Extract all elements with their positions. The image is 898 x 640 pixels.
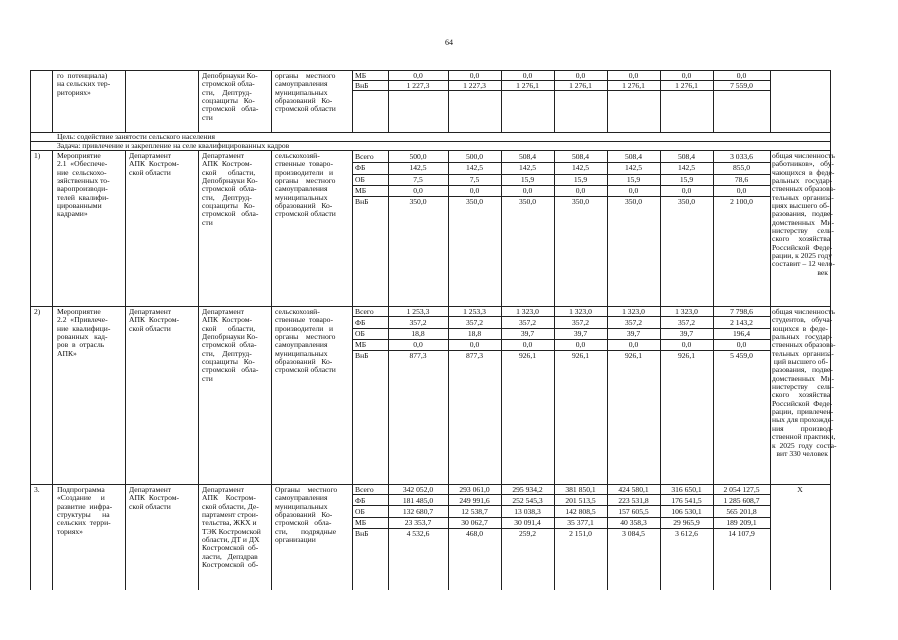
value-cell: 15,9 (573, 175, 588, 184)
partners: сельскохозяй- ственные товаро- производители и органы местного самоуправления муниципальных образований Ко- стромской области (275, 307, 336, 375)
page-number: 64 (445, 38, 453, 47)
value-cell: 357,2 (465, 318, 484, 327)
coexecutors: Департамент АПК Костром- ской области, Де- партамент строи- тельства, ЖКХ и ТЭК Костромской области, ДТ и ДХ Костромской об- ласти, Депздрав Костромской об- (202, 485, 261, 570)
value-cell: 0,0 (469, 71, 480, 80)
value-cell: 350,0 (624, 197, 643, 206)
col-divider (770, 150, 771, 590)
indicator-text: общая численность студентов, обуча- ющихся в феде- ральных государ- ственных образова- тельных организа- ций высшего об- разования, подве- домственных Ми- нистерству сель- ского хозяйства Российской Феде- рации, привлечен- ных для прохожде- ния производ- ственной практики, к 2025 году соста- вит 330 человек (772, 307, 837, 458)
value-cell: 3 084,5 (622, 529, 645, 538)
executor: Департамент АПК Костром- ской области (129, 151, 180, 177)
value-cell: 1 285 608,7 (723, 496, 760, 505)
value-cell: 1 253,3 (406, 307, 430, 316)
col-divider (52, 150, 53, 590)
value-cell: 565 201,8 (726, 507, 757, 516)
value-cell: 18,8 (467, 329, 482, 338)
program-table (30, 70, 837, 590)
value-cell: 1 323,0 (622, 307, 645, 316)
value-cell: 7 798,6 (730, 307, 753, 316)
indicator-text: общая численность работников», обу- чающихся в феде- ральных государ- ственных образова- тельных организа- циях высшего об- разования, подве- домственных Ми- нистерству сель- ского хозяйства Российской Феде- рации, к 2025 году составит – 12 чело- век (772, 151, 836, 277)
partners: органы местного самоуправления муниципальных образований Ко- стромской области (275, 71, 336, 114)
value-cell: 357,2 (677, 318, 696, 327)
value-cell: 2 143,2 (730, 318, 753, 327)
value-cell: 0,0 (628, 186, 639, 195)
col-divider (770, 70, 771, 132)
value-cell: 7 559,0 (730, 81, 753, 90)
value-cell: 855,0 (732, 163, 751, 172)
source-label: ОБ (355, 329, 365, 338)
value-cell: 0,0 (736, 71, 747, 80)
col-divider (30, 150, 31, 590)
value-cell: 13 038,3 (514, 507, 541, 516)
value-cell: 15,9 (520, 175, 535, 184)
value-cell: 132 680,7 (402, 507, 434, 516)
value-cell: 0,0 (413, 71, 423, 80)
col-divider (198, 70, 199, 132)
value-cell: 39,7 (573, 329, 588, 338)
coexecutors: Департамент АПК Костром- ской области, Депобрнауки Ко- стромской обла- сти, Дептруд- соцзащиты Ко- стромской обла- сти (202, 307, 259, 383)
source-label: МБ (355, 518, 367, 527)
value-cell: 316 650,1 (671, 485, 702, 494)
value-cell: 2 100,0 (730, 197, 753, 206)
value-cell: 350,0 (465, 197, 484, 206)
value-cell: 5 459,0 (730, 351, 753, 360)
value-cell: 7,5 (413, 175, 423, 184)
value-cell: 1 276,1 (622, 81, 645, 90)
col-divider (30, 70, 31, 132)
value-cell: 0,0 (681, 186, 692, 195)
source-label: ФБ (355, 318, 366, 327)
value-cell: 1 227,3 (463, 81, 486, 90)
value-cell: 252 545,3 (512, 496, 543, 505)
value-cell: 35 377,1 (567, 518, 594, 527)
value-cell: 2 054 127,5 (723, 485, 760, 494)
indicator-text: Х (797, 485, 803, 494)
value-cell: 30 062,7 (461, 518, 488, 527)
value-cell: 1 227,3 (406, 81, 430, 90)
measure-name: Мероприятие 2.2 «Привлече- ние квалифици- рованных кад- ров в отрасль АПК» (57, 307, 111, 358)
col-divider (830, 132, 831, 150)
value-cell: 7,5 (469, 175, 480, 184)
value-cell: 18,8 (411, 329, 425, 338)
value-cell: 249 991,6 (459, 496, 490, 505)
value-cell: 0,0 (469, 340, 480, 349)
partners: Органы местного самоуправления муниципальных образований Ко- стромской обла- сти, подрядные организации (275, 485, 338, 545)
value-cell: 3 612,6 (675, 529, 698, 538)
value-cell: 2 151,0 (569, 529, 592, 538)
value-cell: 0,0 (522, 186, 533, 195)
value-cell: 1 276,1 (675, 81, 698, 90)
value-cell: 223 531,8 (618, 496, 649, 505)
value-cell: 0,0 (736, 340, 747, 349)
source-label: Всего (355, 307, 374, 316)
col-divider (125, 70, 126, 132)
value-cell: 508,4 (571, 152, 590, 161)
source-label: МБ (355, 186, 367, 195)
value-cell: 877,3 (465, 351, 484, 360)
source-label: ОБ (355, 507, 365, 516)
col-divider (30, 132, 31, 150)
value-cell: 0,0 (681, 71, 692, 80)
value-cell: 78,6 (734, 175, 749, 184)
value-cell: 259,2 (518, 529, 537, 538)
row-number: 3. (34, 485, 40, 494)
value-cell: 357,2 (571, 318, 590, 327)
value-cell: 1 323,0 (569, 307, 592, 316)
value-cell: 201 513,5 (565, 496, 596, 505)
partners: сельскохозяй- ственные товаро- производители и органы местного самоуправления муниципальных образований Ко- стромской области (275, 151, 336, 219)
source-label: Всего (355, 485, 374, 494)
table-top-border (30, 70, 830, 71)
value-cell: 295 934,2 (512, 485, 543, 494)
source-label: ФБ (355, 496, 366, 505)
value-cell: 142 808,5 (565, 507, 596, 516)
col-divider (352, 70, 353, 132)
value-cell: 181 485,0 (402, 496, 434, 505)
value-cell: 381 850,1 (565, 485, 596, 494)
value-cell: 1 276,1 (569, 81, 592, 90)
goal-text: Цель: содействие занятости сельского населения (57, 132, 215, 141)
value-cell: 357,2 (624, 318, 643, 327)
value-cell: 15,9 (626, 175, 641, 184)
value-cell: 926,1 (677, 351, 696, 360)
value-cell: 142,5 (409, 163, 427, 172)
value-cell: 0,0 (628, 340, 639, 349)
value-cell: 926,1 (571, 351, 590, 360)
value-cell: 877,3 (409, 351, 427, 360)
value-cell: 508,4 (518, 152, 537, 161)
value-cell: 508,4 (677, 152, 696, 161)
value-cell: 157 605,5 (618, 507, 649, 516)
value-cell: 196,4 (732, 329, 751, 338)
source-label: МБ (355, 340, 367, 349)
source-label: ВнБ (355, 81, 369, 90)
value-cell: 508,4 (624, 152, 643, 161)
value-cell: 142,5 (677, 163, 696, 172)
value-cell: 39,7 (679, 329, 694, 338)
value-cell: 142,5 (571, 163, 590, 172)
value-cell: 142,5 (624, 163, 643, 172)
value-cell: 23 353,7 (404, 518, 432, 527)
value-cell: 4 532,6 (406, 529, 430, 538)
value-cell: 1 323,0 (675, 307, 698, 316)
value-cell: 1 276,1 (516, 81, 539, 90)
value-cell: 926,1 (518, 351, 537, 360)
value-cell: 14 107,9 (728, 529, 755, 538)
value-cell: 357,2 (518, 318, 537, 327)
value-cell: 1 323,0 (516, 307, 539, 316)
value-cell: 12 538,7 (461, 507, 488, 516)
value-cell: 0,0 (575, 186, 586, 195)
col-divider (198, 150, 199, 590)
source-label: Всего (355, 152, 374, 161)
value-cell: 176 541,5 (671, 496, 702, 505)
source-label: ОБ (355, 175, 365, 184)
value-cell: 0,0 (522, 340, 533, 349)
value-cell: 350,0 (571, 197, 590, 206)
value-cell: 926,1 (624, 351, 643, 360)
executor: Департамент АПК Костром- ской области (129, 307, 180, 333)
row-number: 2) (34, 307, 41, 316)
value-cell: 0,0 (575, 340, 586, 349)
value-cell: 39,7 (626, 329, 641, 338)
value-cell: 142,5 (465, 163, 484, 172)
value-cell: 424 580,1 (618, 485, 649, 494)
value-cell: 0,0 (628, 71, 639, 80)
value-cell: 0,0 (681, 340, 692, 349)
col-divider (271, 70, 272, 132)
source-label: ФБ (355, 163, 366, 172)
value-cell: 350,0 (409, 197, 427, 206)
source-label: МБ (355, 71, 367, 80)
source-label: ВнБ (355, 529, 369, 538)
col-divider (125, 150, 126, 590)
value-cell: 3 033,6 (730, 152, 753, 161)
col-divider (271, 150, 272, 590)
measure-name: Мероприятие 2.1 «Обеспече- ние сельскохо- зяйственных то- варопроизводи- телей квалифи- цированными кадрами» (57, 151, 110, 219)
value-cell: 500,0 (465, 152, 484, 161)
row-number: 1) (34, 151, 41, 160)
value-cell: 30 091,4 (514, 518, 541, 527)
value-cell: 0,0 (522, 71, 533, 80)
coexecutors: Департамент АПК Костром- ской области, Депобрнауки Ко- стромской обла- сти, Дептруд- соцзащиты Ко- стромской обла- сти (202, 151, 259, 227)
value-cell: 40 358,3 (620, 518, 647, 527)
col-divider (52, 70, 53, 132)
task-text: Задача: привлечение и закрепление на селе квалифицированных кадров (57, 141, 290, 150)
value-cell: 350,0 (518, 197, 537, 206)
value-cell: 29 965,9 (673, 518, 700, 527)
value-cell: 15,9 (679, 175, 694, 184)
coexecutors: Депобрнауки Ко- стромской обла- сти, Дептруд- соцзащиты Ко- стромской обла- сти (202, 71, 259, 122)
value-cell: 350,0 (677, 197, 696, 206)
value-cell: 468,0 (465, 529, 484, 538)
measure-name: го потенциала) на сельских тер- риториях» (57, 71, 111, 97)
value-cell: 39,7 (520, 329, 535, 338)
value-cell: 500,0 (409, 152, 427, 161)
value-cell: 106 530,1 (671, 507, 702, 516)
value-cell: 189 209,1 (726, 518, 757, 527)
value-cell: 0,0 (469, 186, 480, 195)
col-divider (830, 70, 831, 132)
executor: Департамент АПК Костром- ской области (129, 485, 180, 511)
value-cell: 1 253,3 (463, 307, 486, 316)
value-cell: 357,2 (409, 318, 427, 327)
subprogram-name: Подпрограмма «Создание и развитие инфра- структуры на сельских терри- ториях» (57, 485, 113, 536)
value-cell: 0,0 (736, 186, 747, 195)
value-cell: 0,0 (413, 340, 423, 349)
source-label: ВнБ (355, 351, 369, 360)
value-cell: 0,0 (413, 186, 423, 195)
value-cell: 293 061,0 (459, 485, 490, 494)
value-cell: 142,5 (518, 163, 537, 172)
col-divider (352, 150, 353, 590)
value-cell: 0,0 (575, 71, 586, 80)
source-label: ВнБ (355, 197, 369, 206)
value-cell: 342 052,0 (402, 485, 434, 494)
